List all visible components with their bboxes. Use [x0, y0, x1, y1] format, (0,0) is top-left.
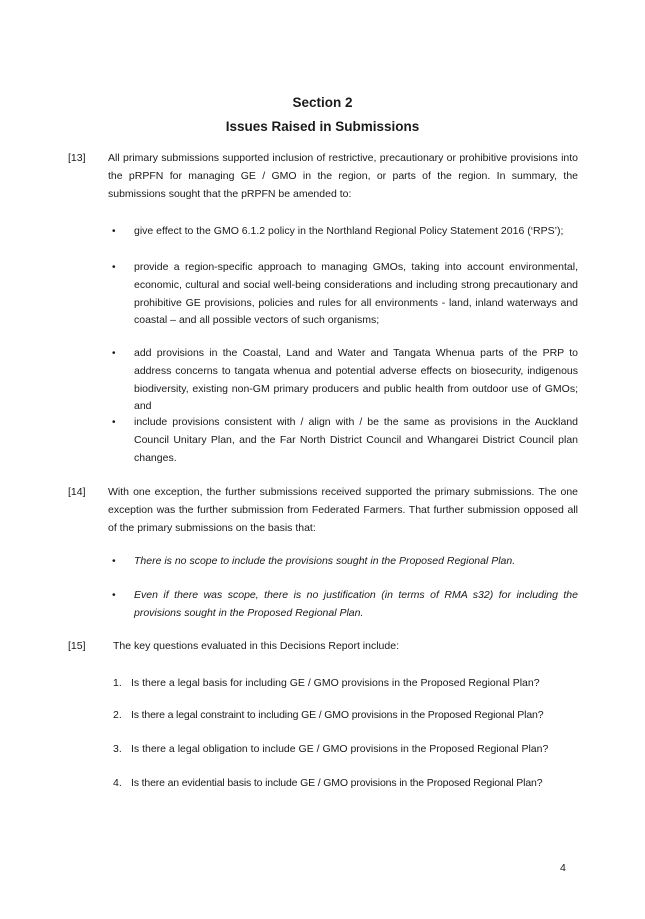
bullet-icon: •: [112, 348, 116, 359]
question-number: 2.: [113, 709, 122, 721]
paragraph-number: [14]: [68, 486, 86, 498]
question-item: [113, 675, 593, 692]
question-number: 4.: [113, 777, 122, 789]
bullet-text: give effect to the GMO 6.1.2 policy in the Northland Regional Policy Statement 2016 (‘RPS’);: [134, 225, 564, 237]
bullet-icon: •: [112, 262, 116, 273]
paragraph-text: With one exception, the further submissions received supported the primary submissions. The one exception was the further submission from Federated Farmers. That further submission opposed all of the primary submissions on the basis that:: [108, 486, 578, 534]
paragraph-15: [68, 638, 578, 656]
question-item: [113, 741, 593, 758]
list-item: [112, 259, 578, 330]
question-text: Is there a legal obligation to include GE / GMO provisions in the Proposed Regional Plan?: [131, 743, 549, 755]
list-item: [112, 223, 578, 241]
bullet-icon: •: [112, 417, 116, 428]
bullet-icon: •: [112, 556, 116, 567]
bullet-text: include provisions consistent with / align with / be the same as provisions in the Auckland Council Unitary Plan, and the Far North District Council and Whangarei District Council plan changes.: [134, 416, 578, 464]
question-number: 1.: [113, 677, 122, 689]
bullet-icon: •: [112, 590, 116, 601]
question-item: [113, 707, 593, 724]
list-item: [112, 414, 578, 467]
bullet-text: Even if there was scope, there is no justification (in terms of RMA s32) for including the provisions sought in the Proposed Regional Plan.: [134, 589, 578, 619]
question-text: Is there a legal basis for including GE / GMO provisions in the Proposed Regional Plan?: [131, 677, 540, 689]
question-item: [113, 775, 593, 792]
list-item: [112, 553, 578, 571]
section-title: Issues Raised in Submissions: [225, 119, 420, 134]
paragraph-number: [13]: [68, 152, 86, 164]
question-number: 3.: [113, 743, 122, 755]
paragraph-text: All primary submissions supported inclusion of restrictive, precautionary or prohibitive provisions into the pRPFN for managing GE / GMO in the region, or parts of the region. In summary, the submissions sought that the pRPFN be amended to:: [108, 152, 578, 200]
section-number: Section 2: [292, 95, 353, 110]
bullet-icon: •: [112, 226, 116, 237]
paragraph-number: [15]: [68, 640, 86, 652]
page-number: 4: [560, 862, 566, 874]
paragraph-13: [68, 150, 578, 203]
question-text: Is there a legal constraint to including GE / GMO provisions in the Proposed Regional Plan?: [131, 709, 544, 721]
paragraph-14: [68, 484, 578, 537]
list-item: [112, 345, 578, 416]
bullet-text: provide a region-specific approach to managing GMOs, taking into account environmental, economic, cultural and social well-being considerations and including strong precautionary and prohibitive GE provisions, policies and rules for all environments - land, inland waterways and coastal – and all possible vectors of such organisms;: [134, 261, 578, 327]
bullet-text: There is no scope to include the provisions sought in the Proposed Regional Plan.: [134, 555, 516, 567]
bullet-text: add provisions in the Coastal, Land and Water and Tangata Whenua parts of the PRP to address concerns to tangata whenua and potential adverse effects on biosecurity, indigenous biodiversity, existing non-GM primary producers and public health from outdoor use of GMOs; and: [134, 347, 578, 413]
question-text: Is there an evidential basis to include GE / GMO provisions in the Proposed Regional Plan?: [131, 777, 543, 789]
list-item: [112, 587, 578, 623]
paragraph-text: The key questions evaluated in this Decisions Report include:: [113, 640, 399, 652]
